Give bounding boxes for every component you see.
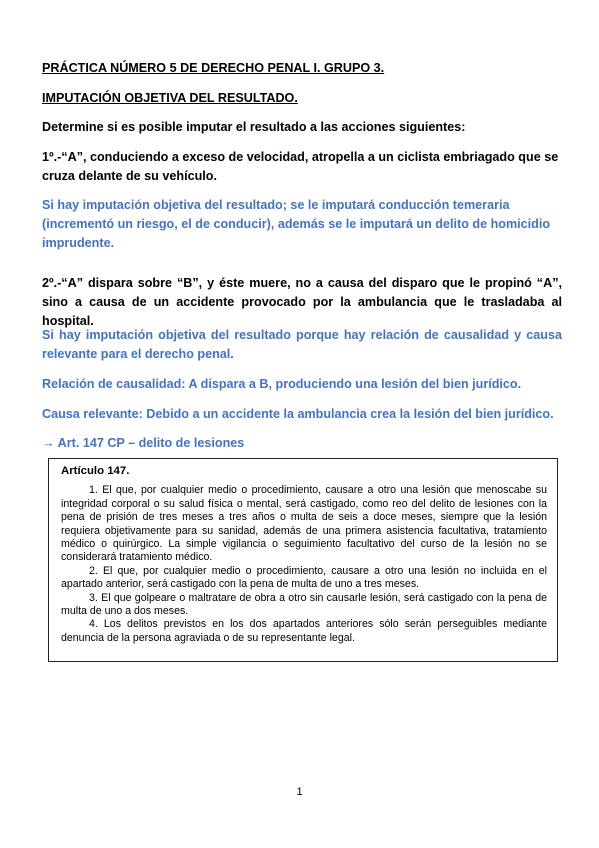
article-heading: Artículo 147. [61, 465, 130, 477]
answer-2-causalidad: Relación de causalidad: A dispara a B, produciendo una lesión del bien jurídico. [42, 377, 522, 391]
answer-2: Si hay imputación objetiva del resultado porque hay relación de causalidad y causa relevante para el derecho penal. [42, 328, 562, 361]
section-heading: IMPUTACIÓN OBJETIVA DEL RESULTADO. [42, 91, 298, 105]
legal-reference: → Art. 147 CP – delito de lesiones [42, 436, 245, 450]
question-1: 1º.-“A”, conduciendo a exceso de velocidad, atropella a un ciclista embriagado que se cruza delante de su vehículo. [42, 150, 559, 183]
instruction-text: Determine si es posible imputar el resultado a las acciones siguientes: [42, 120, 466, 134]
answer-1: Si hay imputación objetiva del resultado; se le imputará conducción temeraria (incrementó un riesgo, el de conducir), además se le imputará un delito de homicidio imprudente. [42, 198, 551, 250]
article-paragraph-4: 4. Los delitos previstos en los dos apartados anteriores sólo serán perseguibles mediante denuncia de la persona agraviada o de su representante legal. [61, 618, 547, 644]
article-147-excerpt [48, 458, 558, 662]
answer-2-causa-relevante: Causa relevante: Debido a un accidente la ambulancia crea la lesión del bien jurídico. [42, 407, 554, 421]
article-paragraph-1: 1. El que, por cualquier medio o procedimiento, causare a otro una lesión que menoscabe su integridad corporal o su salud física o mental, será castigado, como reo del delito de lesiones con la pena de prisión de tres meses a tres años o multa de seis a doce meses, siempre que la lesión requiera objetivamente para su sanidad, además de una primera asistencia facultativa, tratamiento médico o quirúrgico. La simple vigilancia o seguimiento facultativo del curso de la lesión no se considerará tratamiento médico. [61, 484, 547, 564]
question-2: 2º.-“A” dispara sobre “B”, y éste muere, no a causa del disparo que le propinó “A”, sino a causa de un accidente provocado por la ambulancia que le trasladaba al hospital. [42, 276, 562, 328]
page-number: 1 [296, 786, 303, 798]
page-title: PRÁCTICA NÚMERO 5 DE DERECHO PENAL I. GRUPO 3. [42, 61, 385, 75]
article-paragraph-2: 2. El que, por cualquier medio o procedimiento, causare a otro una lesión no incluida en el apartado anterior, será castigado con la pena de multa de uno a tres meses. [61, 564, 547, 591]
article-paragraph-3: 3. El que golpeare o maltratare de obra a otro sin causarle lesión, será castigado con la pena de multa de uno a dos meses. [61, 591, 547, 618]
